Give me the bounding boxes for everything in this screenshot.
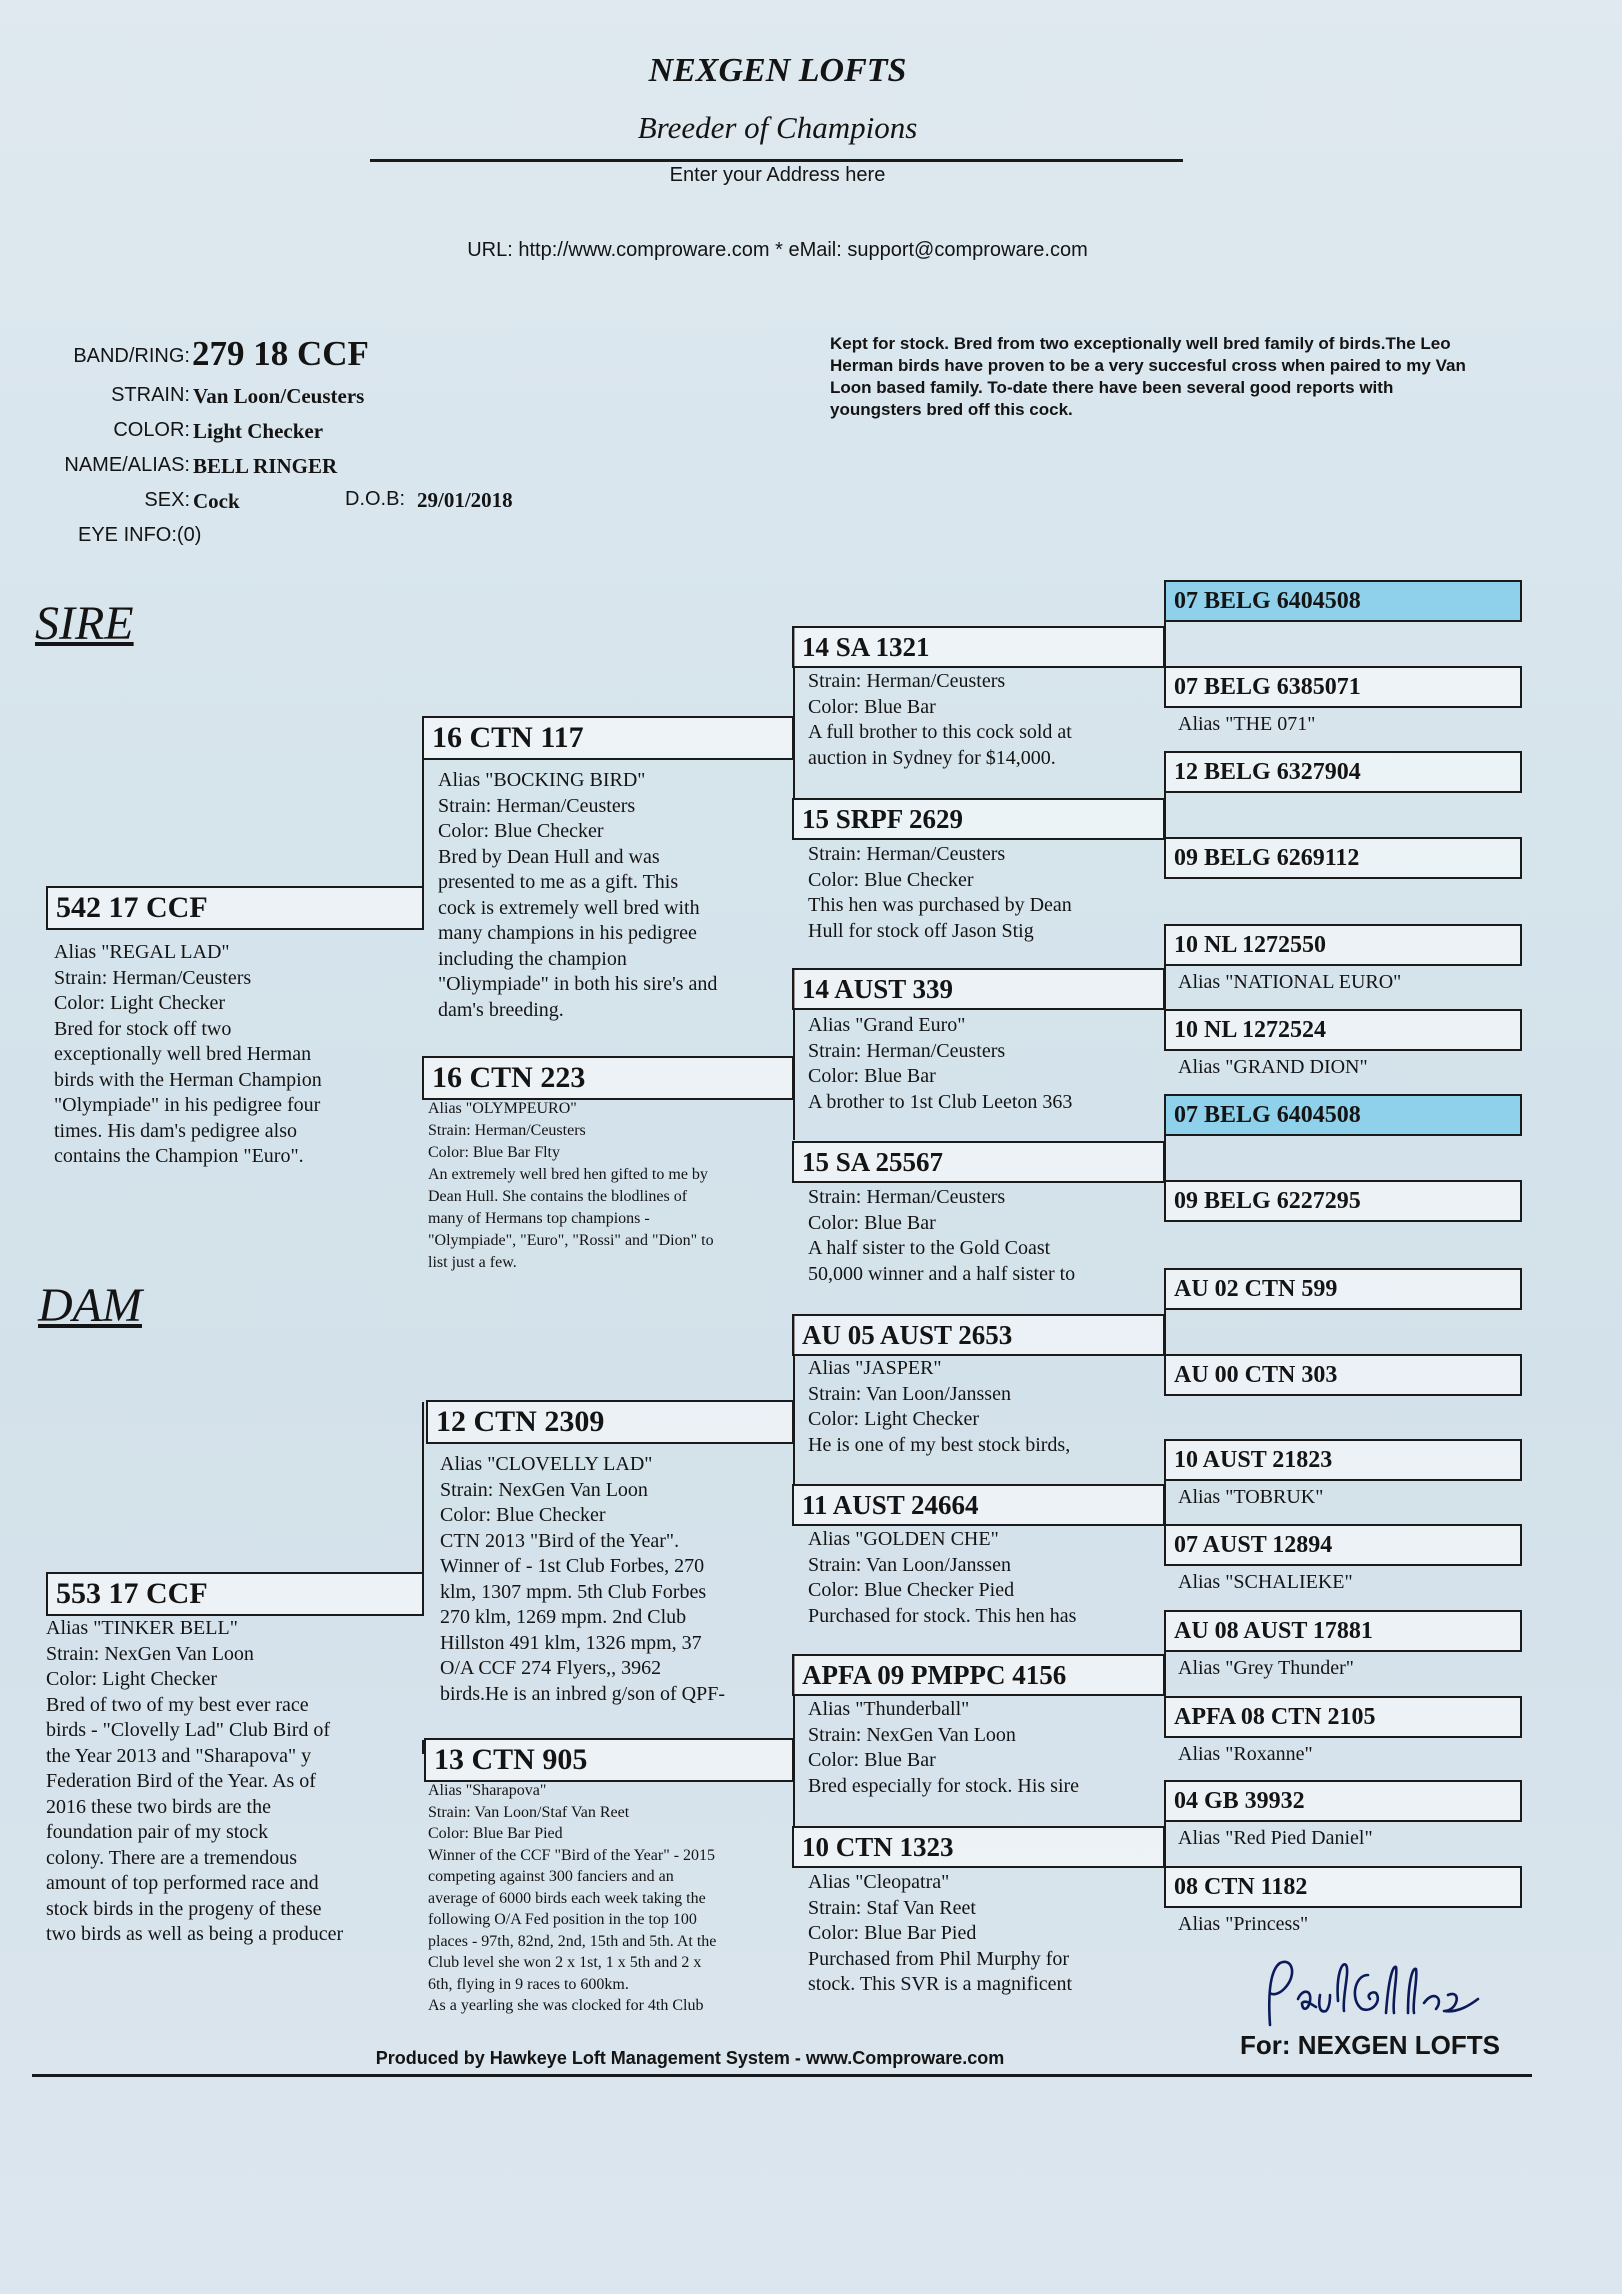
detail-line: amount of top performed race and — [46, 1872, 319, 1894]
detail-line: list just a few. — [428, 1254, 517, 1271]
detail-line: Club level she won 2 x 1st, 1 x 5th and 2 x — [428, 1954, 702, 1971]
detail-line: Alias "OLYMPEURO" — [428, 1100, 577, 1117]
detail-line: 50,000 winner and a half sister to — [808, 1262, 1076, 1285]
g4-ring-box-16: 08 CTN 1182 — [1164, 1866, 1522, 1908]
dam-ring-box: 553 17 CCF — [46, 1572, 424, 1616]
detail-line: Strain: Staf Van Reet — [808, 1896, 976, 1919]
g4-ring-box-7: 07 BELG 6404508 — [1164, 1094, 1522, 1136]
detail-line: auction in Sydney for $14,000. — [808, 746, 1056, 769]
g3-ring-box-1: 14 SA 1321 — [792, 626, 1165, 668]
detail-line: Color: Blue Bar Pied — [428, 1825, 563, 1842]
detail-line: Alias "Grand Euro" — [808, 1014, 966, 1036]
detail-line: times. His dam's pedigree also — [54, 1119, 297, 1142]
detail-line: Color: Blue Bar — [808, 695, 936, 718]
dam-dam-ring-box: 13 CTN 905 — [424, 1738, 794, 1782]
detail-line: Color: Blue Checker — [438, 820, 604, 842]
g4-alias-5: Alias "NATIONAL EURO" — [1178, 971, 1402, 993]
detail-line: Strain: NexGen Van Loon — [808, 1723, 1016, 1746]
detail-line: Alias "Thunderball" — [808, 1698, 970, 1720]
detail-line: Strain: Herman/Ceusters — [438, 794, 636, 817]
g3-ring-box-5: AU 05 AUST 2653 — [792, 1314, 1165, 1356]
sex-value: Cock — [193, 489, 240, 513]
sire-dam-ring-box: 16 CTN 223 — [422, 1056, 794, 1100]
detail-line: Color: Blue Checker — [440, 1504, 606, 1526]
sire-dam-details — [428, 1098, 714, 1274]
loft-title: NEXGEN LOFTS — [648, 52, 907, 89]
detail-line: Alias "TINKER BELL" — [46, 1617, 238, 1639]
g4-ring-box-1: 07 BELG 6404508 — [1164, 580, 1522, 622]
connector-line — [422, 1402, 424, 1572]
detail-line: "Olympiade", "Euro", "Rossi" and "Dion" to — [428, 1232, 714, 1249]
dam-sire-details — [440, 1452, 725, 1707]
detail-line: Color: Blue Checker Pied — [808, 1579, 1015, 1601]
detail-line: Color: Blue Bar Pied — [808, 1922, 977, 1944]
dob-value: 29/01/2018 — [417, 488, 513, 512]
detail-line: 2016 these two birds are the — [46, 1795, 271, 1818]
g4-ring-box-5: 10 NL 1272550 — [1164, 924, 1522, 966]
detail-line: klm, 1307 mpm. 5th Club Forbes — [440, 1580, 707, 1603]
address-line: Enter your Address here — [669, 164, 886, 186]
detail-line: stock birds in the progeny of these — [46, 1897, 322, 1920]
color-label: COLOR: — [113, 419, 190, 441]
detail-line: average of 6000 birds each week taking the — [428, 1889, 706, 1907]
detail-line: Strain: Herman/Ceusters — [808, 1039, 1006, 1062]
strain-label: STRAIN: — [111, 384, 190, 406]
detail-line: birds.He is an inbred g/son of QPF- — [440, 1682, 725, 1705]
detail-line: stock. This SVR is a magnificent — [808, 1973, 1073, 1995]
detail-line: including the champion — [438, 947, 627, 970]
detail-line: Purchased from Phil Murphy for — [808, 1947, 1070, 1970]
g3-details-5 — [808, 1356, 1070, 1458]
signed-for: For: NEXGEN LOFTS — [1240, 2030, 1500, 2060]
detail-line: O/A CCF 274 Flyers,, 3962 — [440, 1657, 662, 1679]
detail-line: Strain: NexGen Van Loon — [46, 1642, 254, 1665]
g4-alias-14: Alias "Roxanne" — [1178, 1743, 1313, 1765]
g4-ring-box-12: 07 AUST 12894 — [1164, 1524, 1522, 1566]
detail-line: Purchased for stock. This hen has — [808, 1604, 1077, 1627]
color-value: Light Checker — [193, 419, 324, 443]
band-label: BAND/RING: — [73, 345, 190, 367]
loft-subtitle: Breeder of Champions — [637, 110, 918, 145]
detail-line: Color: Blue Bar — [808, 1211, 936, 1234]
g3-details-8 — [808, 1870, 1072, 1998]
detail-line: Strain: Herman/Ceusters — [428, 1122, 586, 1139]
detail-line: CTN 2013 "Bird of the Year". — [440, 1529, 680, 1552]
detail-line: Alias "Sharapova" — [428, 1782, 547, 1799]
g4-alias-15: Alias "Red Pied Daniel" — [1178, 1827, 1373, 1849]
detail-line: contains the Champion "Euro". — [54, 1145, 304, 1167]
detail-line: A half sister to the Gold Coast — [808, 1237, 1051, 1259]
detail-line: following O/A Fed position in the top 100 — [428, 1911, 697, 1928]
detail-line: Color: Light Checker — [54, 992, 226, 1014]
detail-line: competing against 300 fanciers and an — [428, 1868, 674, 1885]
detail-line: Strain: NexGen Van Loon — [440, 1478, 648, 1501]
g4-ring-box-11: 10 AUST 21823 — [1164, 1439, 1522, 1481]
g4-ring-box-3: 12 BELG 6327904 — [1164, 751, 1522, 793]
g4-ring-box-10: AU 00 CTN 303 — [1164, 1354, 1522, 1396]
name-value: BELL RINGER — [193, 454, 338, 478]
detail-line: Alias "Cleopatra" — [808, 1871, 950, 1893]
strain-value: Van Loon/Ceusters — [193, 384, 365, 408]
detail-line: A brother to 1st Club Leeton 363 — [808, 1090, 1073, 1113]
g4-ring-box-6: 10 NL 1272524 — [1164, 1009, 1522, 1051]
detail-line: As a yearling she was clocked for 4th Club — [428, 1997, 704, 2014]
detail-line: presented to me as a gift. This — [438, 871, 679, 893]
sire-sire-details — [438, 768, 717, 1023]
detail-line: foundation pair of my stock — [46, 1821, 269, 1843]
g4-ring-box-15: 04 GB 39932 — [1164, 1780, 1522, 1822]
detail-line: Strain: Herman/Ceusters — [808, 843, 1006, 865]
detail-line: He is one of my best stock birds, — [808, 1433, 1071, 1456]
detail-line: Hillston 491 klm, 1326 mpm, 37 — [440, 1631, 702, 1654]
g4-ring-box-13: AU 08 AUST 17881 — [1164, 1610, 1522, 1652]
detail-line: Strain: Van Loon/Janssen — [808, 1553, 1011, 1576]
detail-line: Color: Blue Bar Flty — [428, 1144, 560, 1161]
detail-line: birds - "Clovelly Lad" Club Bird of — [46, 1719, 331, 1741]
detail-line: Bred for stock off two — [54, 1017, 232, 1040]
sire-heading: SIRE — [35, 597, 134, 650]
sire-sire-ring-box: 16 CTN 117 — [422, 716, 794, 760]
g3-ring-box-7: APFA 09 PMPPC 4156 — [792, 1654, 1165, 1696]
eye-info: EYE INFO:(0) — [78, 524, 202, 546]
detail-line: Bred by Dean Hull and was — [438, 845, 660, 868]
detail-line: Bred of two of my best ever race — [46, 1693, 309, 1716]
footer-divider — [32, 2074, 1532, 2077]
g4-ring-box-14: APFA 08 CTN 2105 — [1164, 1696, 1522, 1738]
detail-line: Strain: Van Loon/Staf Van Reet — [428, 1803, 630, 1821]
g3-ring-box-2: 15 SRPF 2629 — [792, 798, 1165, 840]
detail-line: many champions in his pedigree — [438, 922, 697, 944]
g3-ring-box-4: 15 SA 25567 — [792, 1141, 1165, 1183]
detail-line: Alias "REGAL LAD" — [54, 941, 230, 963]
g3-details-6 — [808, 1527, 1076, 1629]
detail-line: birds with the Herman Champion — [54, 1068, 322, 1091]
g4-alias-13: Alias "Grey Thunder" — [1178, 1657, 1354, 1679]
detail-line: "Oliympiade" in both his sire's and — [438, 973, 718, 995]
detail-line: cock is extremely well bred with — [438, 896, 700, 919]
g4-ring-box-2: 07 BELG 6385071 — [1164, 666, 1522, 708]
detail-line: Strain: Herman/Ceusters — [808, 1186, 1006, 1208]
detail-line: Strain: Herman/Ceusters — [54, 966, 252, 989]
detail-line: places - 97th, 82nd, 2nd, 15th and 5th. At the — [428, 1932, 717, 1950]
g3-details-2 — [808, 842, 1072, 944]
detail-line: many of Hermans top champions - — [428, 1210, 650, 1227]
g4-alias-11: Alias "TOBRUK" — [1178, 1486, 1324, 1508]
sire-details — [54, 940, 322, 1170]
detail-line: Color: Blue Bar — [808, 1065, 936, 1087]
header-divider — [370, 159, 1183, 162]
detail-line: Color: Blue Bar — [808, 1749, 936, 1771]
sex-label: SEX: — [144, 489, 190, 511]
detail-line: Hull for stock off Jason Stig — [808, 919, 1034, 942]
band-value: 279 18 CCF — [192, 334, 369, 373]
detail-line: Color: Light Checker — [46, 1668, 218, 1690]
detail-line: the Year 2013 and "Sharapova" y — [46, 1744, 312, 1767]
produced-by: Produced by Hawkeye Loft Management System - www.Comproware.com — [375, 2048, 1005, 2068]
g4-alias-6: Alias "GRAND DION" — [1178, 1056, 1368, 1078]
g4-ring-box-4: 09 BELG 6269112 — [1164, 837, 1522, 879]
dam-details — [46, 1616, 343, 1948]
dob-label: D.O.B: — [345, 488, 406, 510]
g3-ring-box-6: 11 AUST 24664 — [792, 1484, 1165, 1526]
detail-line: An extremely well bred hen gifted to me by — [428, 1166, 708, 1183]
detail-line: Alias "BOCKING BIRD" — [438, 769, 646, 791]
detail-line: Strain: Van Loon/Janssen — [808, 1382, 1011, 1405]
detail-line: Alias "JASPER" — [808, 1357, 942, 1379]
detail-line: Alias "GOLDEN CHE" — [808, 1528, 999, 1550]
g3-details-1 — [808, 669, 1072, 771]
detail-line: 6th, flying in 9 races to 600km. — [428, 1975, 629, 1993]
dam-heading: DAM — [38, 1279, 142, 1332]
detail-line: "Olympiade" in his pedigree four — [54, 1094, 321, 1116]
g4-alias-16: Alias "Princess" — [1178, 1913, 1309, 1935]
g3-details-7 — [808, 1697, 1079, 1799]
signature-drawing — [1258, 1955, 1518, 2035]
g4-alias-2: Alias "THE 071" — [1178, 713, 1316, 735]
detail-line: colony. There are a tremendous — [46, 1846, 298, 1869]
dam-dam-details — [428, 1780, 716, 2017]
detail-line: Federation Bird of the Year. As of — [46, 1770, 316, 1792]
contact-line: URL: http://www.comproware.com * eMail: support@comproware.com — [467, 239, 1088, 261]
detail-line: Color: Light Checker — [808, 1408, 980, 1430]
detail-line: two birds as well as being a producer — [46, 1923, 344, 1945]
detail-line: A full brother to this cock sold at — [808, 721, 1072, 743]
g4-ring-box-8: 09 BELG 6227295 — [1164, 1180, 1522, 1222]
bird-notes: Kept for stock. Bred from two exceptionally well bred family of birds.The Leo Herman birds have proven to be a very succesful cross when paired to my Van Loon based family. To-date there have been several good reports with youngsters bred off this cock. — [830, 334, 1466, 419]
g4-alias-12: Alias "SCHALIEKE" — [1178, 1571, 1353, 1593]
detail-line: Alias "CLOVELLY LAD" — [440, 1453, 653, 1475]
detail-line: Strain: Herman/Ceusters — [808, 670, 1006, 692]
detail-line: exceptionally well bred Herman — [54, 1043, 312, 1065]
detail-line: Dean Hull. She contains the blodlines of — [428, 1188, 688, 1205]
g4-ring-box-9: AU 02 CTN 599 — [1164, 1268, 1522, 1310]
detail-line: Bred especially for stock. His sire — [808, 1774, 1080, 1797]
detail-line: dam's breeding. — [438, 998, 564, 1021]
name-label: NAME/ALIAS: — [64, 454, 190, 476]
g3-ring-box-8: 10 CTN 1323 — [792, 1826, 1165, 1868]
detail-line: Winner of the CCF "Bird of the Year" - 2015 — [428, 1846, 716, 1864]
detail-line: 270 klm, 1269 mpm. 2nd Club — [440, 1606, 687, 1628]
sire-ring-box: 542 17 CCF — [46, 886, 424, 930]
detail-line: Color: Blue Checker — [808, 868, 974, 891]
detail-line: This hen was purchased by Dean — [808, 894, 1072, 916]
g3-details-3 — [808, 1013, 1072, 1115]
g3-details-4 — [808, 1185, 1075, 1287]
g3-ring-box-3: 14 AUST 339 — [792, 968, 1165, 1010]
dam-sire-ring-box: 12 CTN 2309 — [426, 1400, 794, 1444]
detail-line: Winner of - 1st Club Forbes, 270 — [440, 1555, 705, 1577]
